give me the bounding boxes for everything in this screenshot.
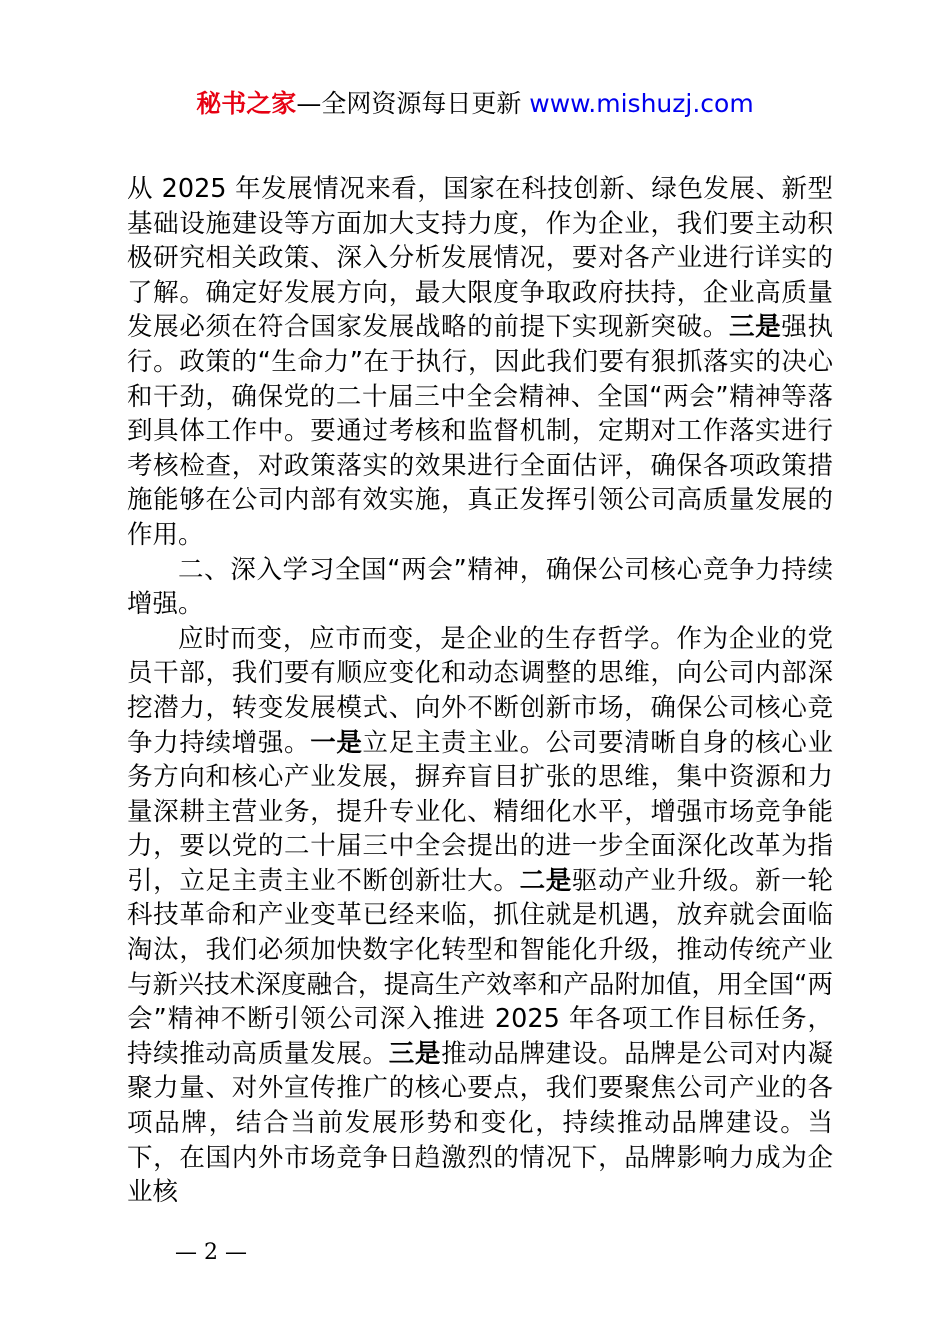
paragraph-1 (127, 172, 833, 553)
paragraph-text: 强执行。政策的“生命力”在于执行，因此我们要有狠抓落实的决心和干劲，确保党的二十届三中全会精神、全国“两会”精神等落到具体工作中。要通过考核和监督机制，定期对工作落实进行考核检查，对政策落实的效果进行全面估评，确保各项政策措施能够在公司内部有效实施，真正发挥引领公司高质量发展的作用。 (127, 312, 833, 550)
bold-lead: 二是 (519, 865, 572, 896)
section-heading-2: 二、深入学习全国“两会”精神，确保公司核心竞争力持续增强。 (127, 554, 833, 620)
document-body (127, 172, 833, 1210)
site-header (0, 86, 950, 122)
bold-lead: 三是 (388, 1038, 442, 1069)
paragraph-text: 推动品牌建设。品牌是公司对内凝聚力量、对外宣传推广的核心要点，我们要聚焦公司产业的各项品牌，结合当前发展形势和变化，持续推动品牌建设。当下，在国内外市场竞争日趋激烈的情况下，品牌影响力成为企业核 (127, 1038, 833, 1208)
paragraph-3 (127, 622, 833, 1210)
bold-lead: 三是 (728, 312, 782, 343)
site-tagline: —全网资源每日更新 (296, 89, 530, 118)
paragraph-text: 从 2025 年发展情况来看，国家在科技创新、绿色发展、新型基础设施建设等方面加大支持力度，作为企业，我们要主动积极研究相关政策、深入分析发展情况，要对各产业进行详实的了解。确定好发展方向，最大限度争取政府扶持，企业高质量发展必须在符合国家发展战略的前提下实现新突破。 (127, 174, 833, 343)
site-brand: 秘书之家 (196, 89, 297, 118)
site-url-link[interactable]: www.mishuzj.com (529, 89, 754, 118)
page-number: — 2 — (175, 1240, 247, 1265)
paragraph-text: 驱动产业升级。新一轮科技革命和产业变革已经来临，抓住就是机遇，放弃就会面临淘汰，我们必须加快数字化转型和智能化升级，推动传统产业与新兴技术深度融合，提高生产效率和产品附加值，用全国“两会”精神不断引领公司深入推进 2025 年各项工作目标任务，持续推动高质量发展。 (127, 865, 833, 1069)
bold-lead: 一是 (310, 727, 363, 758)
paragraph-text: 应时而变，应市而变，是企业的生存哲学。作为企业的党员干部，我们要有顺应变化和动态调整的思维，向公司内部深挖潜力，转变发展模式、向外不断创新市场，确保公司核心竞争力持续增强。 (127, 623, 833, 758)
paragraph-text: 立足主责主业。公司要清晰自身的核心业务方向和核心产业发展，摒弃盲目扩张的思维，集中资源和力量深耕主营业务，提升专业化、精细化水平，增强市场竞争能力，要以党的二十届三中全会提出的进一步全面深化改革为指引，立足主责主业不断创新壮大。 (127, 727, 833, 896)
